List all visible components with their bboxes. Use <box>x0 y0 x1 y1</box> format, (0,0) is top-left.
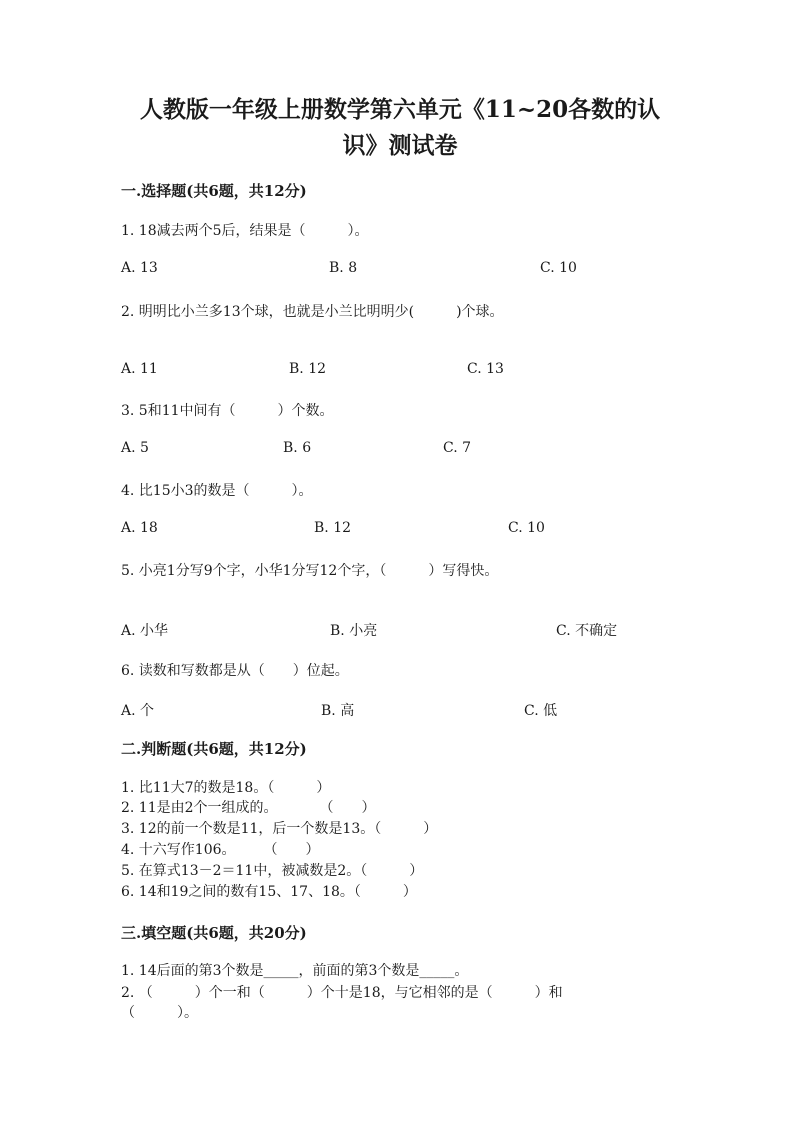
option-c: C. 低 <box>524 703 558 719</box>
question-stem: 1. 18减去两个5后，结果是（ ）。 <box>121 223 369 239</box>
page-title-line-1: 人教版一年级上册数学第六单元《11~20各数的认 <box>139 96 661 123</box>
option-b: B. 12 <box>314 520 352 536</box>
true-false-item: 1. 比11大7的数是18。（ ） <box>121 780 331 796</box>
option-b: B. 高 <box>321 703 355 719</box>
option-a: A. 18 <box>121 520 158 536</box>
section-heading-multiple-choice: 一.选择题(共6题，共12分) <box>121 182 307 200</box>
option-c: C. 13 <box>467 361 504 377</box>
true-false-item: 2. 11是由2个一组成的。 （ ） <box>121 800 376 816</box>
page-title-line-2: 识》测试卷 <box>342 132 458 159</box>
option-c: C. 10 <box>508 520 545 536</box>
option-b: B. 小亮 <box>330 623 378 639</box>
question-stem: 3. 5和11中间有（ ）个数。 <box>121 403 334 419</box>
option-a: A. 5 <box>121 440 149 456</box>
option-b: B. 8 <box>329 260 358 276</box>
fill-in-item: 1. 14后面的第3个数是_____，前面的第3个数是_____。 <box>121 963 469 979</box>
option-a: A. 小华 <box>121 623 169 639</box>
true-false-item: 3. 12的前一个数是11，后一个数是13。（ ） <box>121 821 438 837</box>
true-false-item: 6. 14和19之间的数有15、17、18。（ ） <box>121 884 417 900</box>
section-heading-fill-in: 三.填空题(共6题，共20分) <box>121 924 307 942</box>
question-stem: 5. 小亮1分写9个字，小华1分写12个字，（ ）写得快。 <box>121 563 499 579</box>
option-a: A. 13 <box>121 260 158 276</box>
option-b: B. 12 <box>289 361 327 377</box>
option-c: C. 10 <box>540 260 577 276</box>
question-stem: 2. 明明比小兰多13个球，也就是小兰比明明少( )个球。 <box>121 304 504 320</box>
question-stem: 4. 比15小3的数是（ ）。 <box>121 483 313 499</box>
section-heading-true-false: 二.判断题(共6题，共12分) <box>121 740 307 758</box>
option-a: A. 个 <box>121 703 155 719</box>
option-c: C. 不确定 <box>556 623 618 639</box>
option-a: A. 11 <box>121 361 158 377</box>
fill-in-item: 2. （ ）个一和（ ）个十是18，与它相邻的是（ ）和 <box>121 985 563 1001</box>
true-false-item: 4. 十六写作106。 （ ） <box>121 842 320 858</box>
option-b: B. 6 <box>283 440 312 456</box>
question-stem: 6. 读数和写数都是从（ ）位起。 <box>121 663 349 679</box>
true-false-item: 5. 在算式13－2＝11中，被减数是2。（ ） <box>121 863 424 879</box>
fill-in-item-continuation: （ ）。 <box>121 1005 198 1021</box>
option-c: C. 7 <box>443 440 472 456</box>
